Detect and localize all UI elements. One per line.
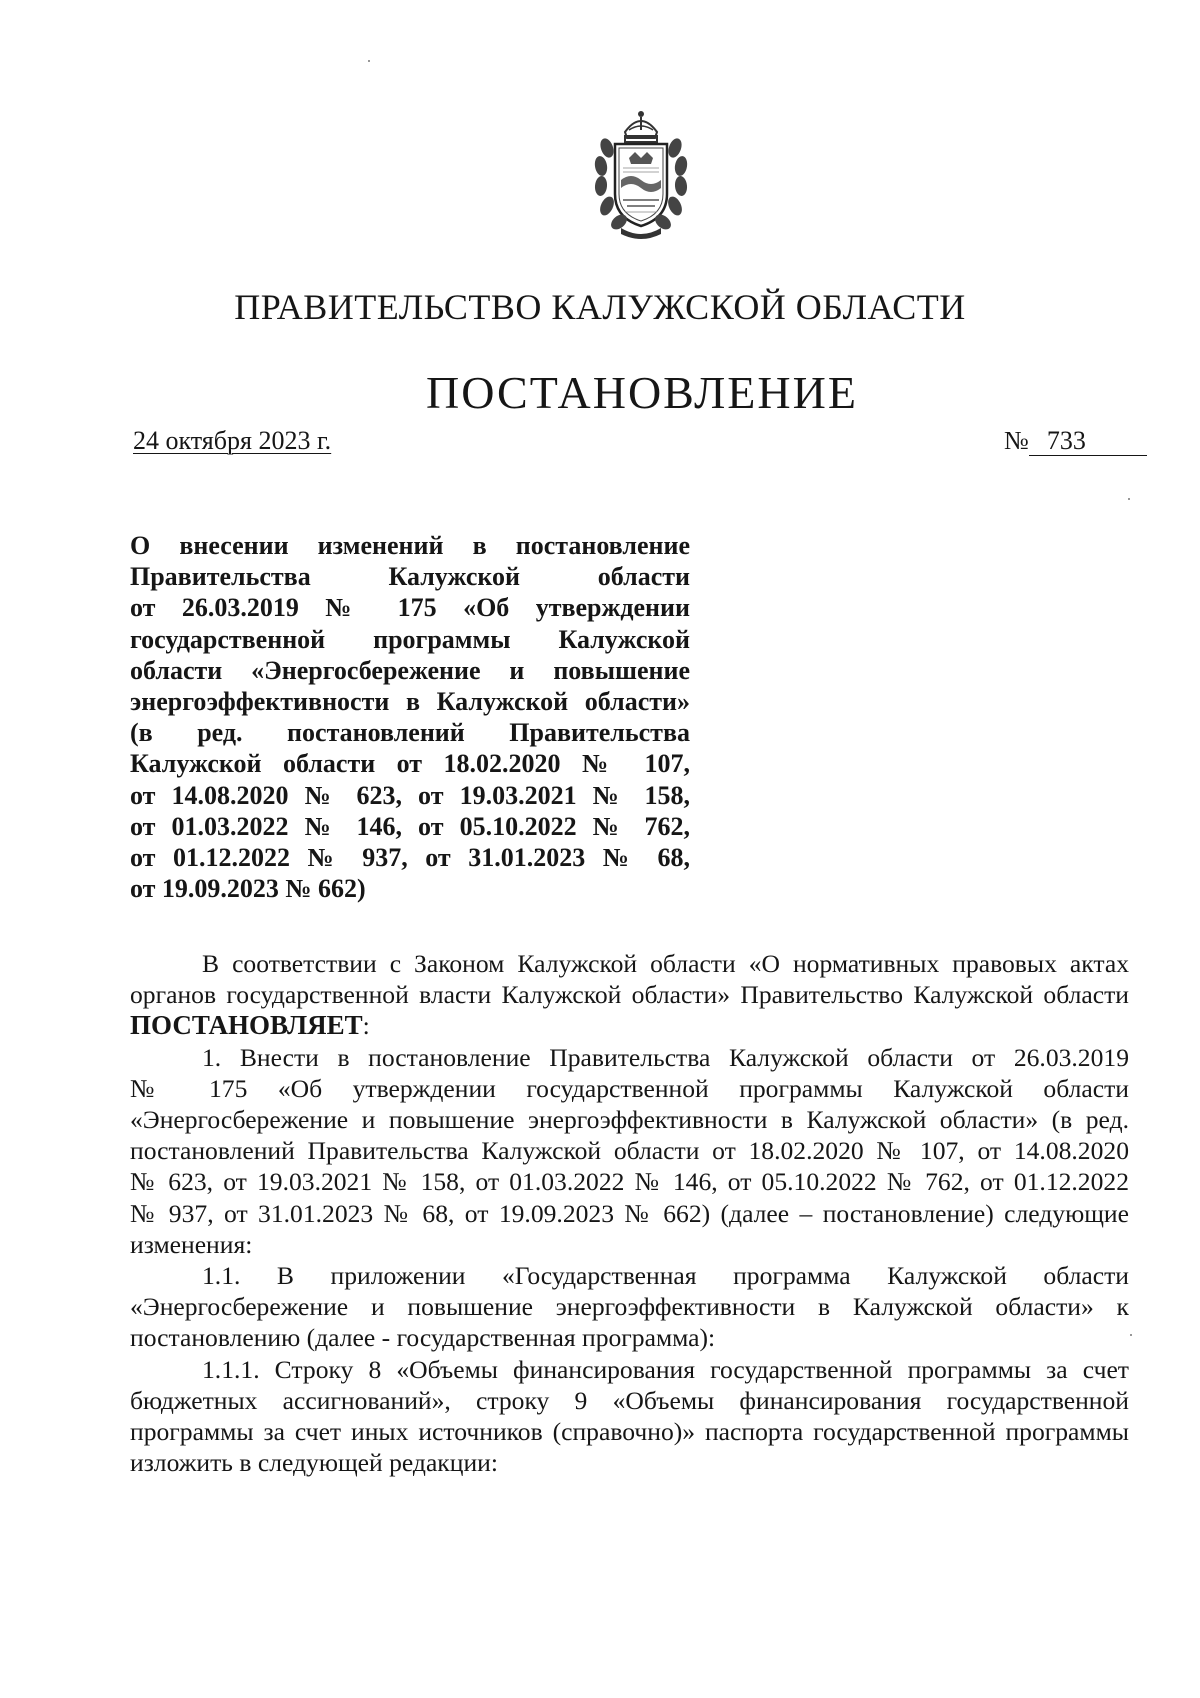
item-1-line: № 623, от 19.03.2021 № 158, от 01.03.2022 № 146, от 05.10.2022 № 762, от 01.12.2022 — [130, 1167, 1129, 1197]
item-1-1-line: «Энергосбережение и повышение энергоэффективности в Калужской области» к — [130, 1292, 1129, 1322]
subject-line: от 19.09.2023 № 662) — [130, 874, 366, 904]
decree-verb-colon: : — [362, 1011, 370, 1041]
document-number — [1004, 426, 1147, 456]
subject-line: государственной программы Калужской — [130, 624, 690, 654]
preamble-line: органов государственной власти Калужской области» Правительство Калужской области — [130, 980, 1129, 1010]
decree-verb: ПОСТАНОВЛЯЕТ — [130, 1010, 363, 1041]
item-1-line: № 937, от 31.01.2023 № 68, от 19.09.2023 № 662) (далее – постановление) следующие — [130, 1198, 1129, 1228]
subject-line: от 14.08.2020 № 623, от 19.03.2021 № 158, — [130, 780, 690, 810]
document-type-title: ПОСТАНОВЛЕНИЕ — [426, 367, 858, 418]
document-body — [130, 948, 1129, 1478]
scan-artifact — [1128, 498, 1130, 500]
subject-line: энергоэффективности в Калужской области» — [130, 687, 690, 717]
item-1-1-line: постановлению (далее - государственная программа): — [130, 1323, 716, 1353]
subject-line: Калужской области от 18.02.2020 № 107, — [130, 749, 690, 779]
document-date: 24 октября 2023 г. — [133, 426, 332, 455]
decree-verb-line — [130, 1010, 1129, 1041]
item-1-line: 1. Внести в постановление Правительства Калужской области от 26.03.2019 — [202, 1042, 1129, 1072]
scan-artifact — [1130, 1334, 1132, 1336]
item-1-line: изменения: — [130, 1229, 253, 1259]
subject-line: от 01.12.2022 № 937, от 31.01.2023 № 68, — [130, 843, 690, 873]
scan-artifact — [368, 60, 370, 62]
subject-line: от 01.03.2022 № 146, от 05.10.2022 № 762, — [130, 811, 690, 841]
subject-line: Правительства Калужской области — [130, 562, 690, 592]
item-1-1-1-line: 1.1.1. Строку 8 «Объемы финансирования государственной программы за счет — [202, 1354, 1129, 1384]
subject-line: области «Энергосбережение и повышение — [130, 655, 690, 685]
number-value: 733 — [1029, 427, 1147, 456]
subject-line: О внесении изменений в постановление — [130, 531, 690, 560]
item-1-1-1-line: бюджетных ассигнований», строку 9 «Объемы финансирования государственной — [130, 1385, 1129, 1415]
kaluga-region-coat-of-arms-icon — [585, 108, 697, 240]
subject-line: от 26.03.2019 № 175 «Об утверждении — [130, 593, 690, 623]
item-1-line: постановлений Правительства Калужской области от 18.02.2020 № 107, от 14.08.2020 — [130, 1136, 1129, 1166]
item-1-1-line: 1.1. В приложении «Государственная программа Калужской области — [202, 1261, 1129, 1291]
item-1-line: «Энергосбережение и повышение энергоэффективности в Калужской области» (в ред. — [130, 1105, 1129, 1135]
item-1-1-1-line: изложить в следующей редакции: — [130, 1448, 498, 1478]
number-label: № — [1004, 426, 1029, 455]
subject-line: (в ред. постановлений Правительства — [130, 718, 690, 748]
preamble-line: В соответствии с Законом Калужской области «О нормативных правовых актах — [202, 949, 1129, 978]
government-title: ПРАВИТЕЛЬСТВО КАЛУЖСКОЙ ОБЛАСТИ — [234, 287, 966, 327]
item-1-line: № 175 «Об утверждении государственной программы Калужской области — [130, 1073, 1129, 1103]
item-1-1-1-line: программы за счет иных источников (справочно)» паспорта государственной программы — [130, 1417, 1129, 1447]
document-subject — [130, 530, 690, 904]
